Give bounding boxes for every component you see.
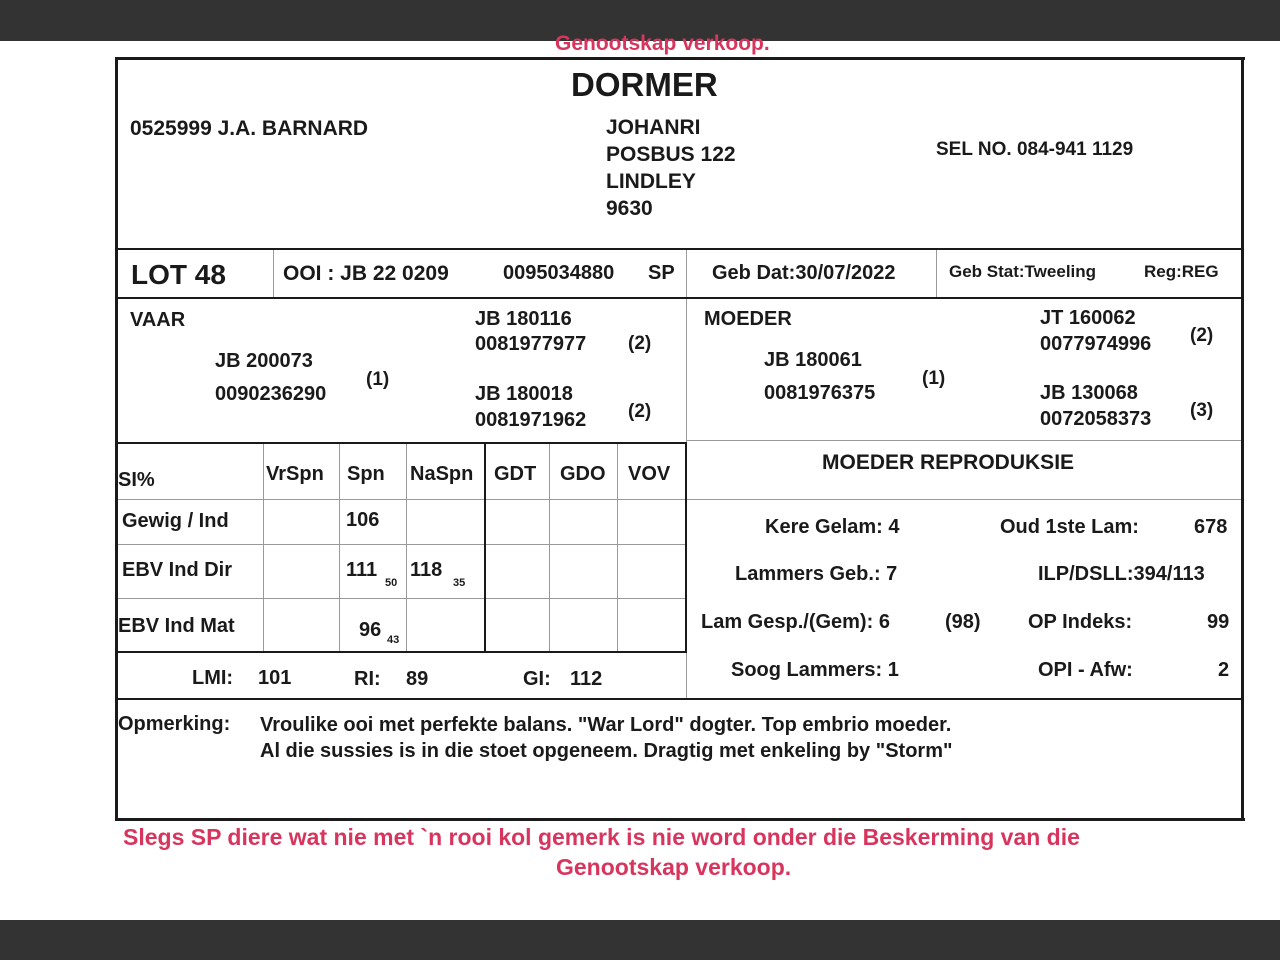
perf-header-si: SI% — [118, 469, 155, 491]
dam-sire-number: 0077974996 — [1040, 333, 1152, 355]
ewe-number: 0095034880 — [503, 262, 615, 284]
repro-lambs-born: Lammers Geb.: 7 — [735, 563, 898, 585]
frame-top-line — [115, 57, 1245, 60]
perf-ebv-dir-spn: 111 — [346, 559, 378, 581]
perf-row-label-ebv-mat: EBV Ind Mat — [118, 615, 235, 637]
lot-divider-2 — [686, 250, 687, 297]
perf-col-line-1 — [263, 444, 264, 651]
remarks-line-1: Vroulike ooi met perfekte balans. "War Lord" dogter. Top embrio moeder. — [260, 714, 952, 736]
repro-ilp-dsll: ILP/DSLL:394/113 — [1038, 563, 1205, 585]
repro-opi-label: OPI - Afw: — [1038, 659, 1133, 681]
dam-id: JB 180061 — [764, 349, 862, 371]
perf-col-line-5 — [549, 444, 550, 651]
remarks-line-2: Al die sussies is in die stoet opgeneem. Dragtig met enkeling by "Storm" — [260, 740, 953, 762]
perf-header-line — [118, 499, 687, 500]
indices-bottom-line — [118, 698, 1241, 700]
lot-divider-1 — [273, 250, 274, 297]
perf-ebv-dir-naspn: 118 — [410, 559, 443, 581]
perf-ebv-mat-spn: 96 — [359, 619, 382, 641]
ri-value: 89 — [406, 668, 429, 690]
perf-table-bottom — [118, 651, 687, 653]
sire-dam-number: 0081971962 — [475, 409, 587, 431]
footer-line-1: Slegs SP diere wat nie met `n rooi kol gemerk is nie word onder die Beskerming van die — [123, 824, 1080, 850]
perf-ebv-mat-spn-sub: 43 — [387, 634, 400, 646]
dam-dam-id: JB 130068 — [1040, 382, 1138, 404]
repro-op-index-label: OP Indeks: — [1028, 611, 1133, 633]
frame-bottom-line — [115, 818, 1245, 821]
dam-generation: (1) — [922, 368, 946, 389]
lot-divider-3 — [936, 250, 937, 297]
dam-dam-number: 0072058373 — [1040, 408, 1152, 430]
birth-date: Geb Dat:30/07/2022 — [712, 262, 896, 284]
perf-col-line-2 — [339, 444, 340, 651]
perf-col-line-6 — [617, 444, 618, 651]
repro-age-first-lamb-label: Oud 1ste Lam: — [1000, 516, 1139, 538]
perf-row-label-gewig: Gewig / Ind — [122, 510, 229, 532]
repro-title-line — [687, 499, 1241, 500]
dam-dam-generation: (3) — [1190, 400, 1214, 421]
perf-ebv-dir-naspn-sub: 35 — [453, 577, 466, 589]
lot-row-bottom-line — [118, 297, 1241, 299]
repro-opi-value: 2 — [1218, 659, 1230, 681]
sire-sire-number: 0081977977 — [475, 333, 587, 355]
perf-table-top — [118, 442, 687, 444]
perf-row-line-2 — [118, 598, 687, 599]
perf-gewig-spn: 106 — [346, 509, 380, 531]
address-line-4: 9630 — [606, 197, 653, 220]
address-line-1: JOHANRI — [606, 116, 701, 139]
perf-header-gdo: GDO — [560, 463, 606, 485]
sire-dam-generation: (2) — [628, 401, 652, 422]
frame-right-line — [1241, 57, 1244, 821]
address-line-2: POSBUS 122 — [606, 143, 736, 166]
lot-row-top-line — [118, 248, 1241, 250]
ewe-id: OOI : JB 22 0209 — [283, 262, 449, 285]
sire-dam-id: JB 180018 — [475, 383, 573, 405]
phone-number: SEL NO. 084-941 1129 — [936, 139, 1134, 160]
perf-header-spn: Spn — [347, 463, 385, 485]
perf-header-vov: VOV — [628, 463, 671, 485]
top-clipped-footer-text: Genootskap verkoop. — [555, 32, 770, 55]
lmi-label: LMI: — [192, 667, 234, 689]
perf-header-naspn: NaSpn — [410, 463, 474, 485]
footer-line-2: Genootskap verkoop. — [556, 854, 792, 880]
perf-ebv-dir-spn-sub: 50 — [385, 577, 398, 589]
registration: Reg:REG — [1144, 262, 1219, 281]
dam-sire-generation: (2) — [1190, 325, 1214, 346]
perf-right-edge — [685, 444, 687, 653]
perf-row-label-ebv-dir: EBV Ind Dir — [122, 559, 233, 581]
sire-sire-generation: (2) — [628, 333, 652, 354]
sire-sire-id: JB 180116 — [475, 308, 572, 330]
perf-col-line-4 — [484, 444, 486, 651]
repro-top-line — [687, 440, 1241, 441]
repro-age-first-lamb-value: 678 — [1194, 516, 1228, 538]
perf-row-line-1 — [118, 544, 687, 545]
ri-label: RI: — [354, 668, 381, 690]
dam-number: 0081976375 — [764, 382, 876, 404]
address-line-3: LINDLEY — [606, 170, 696, 193]
sire-id: JB 200073 — [215, 350, 313, 372]
lmi-value: 101 — [258, 667, 292, 689]
gi-label: GI: — [523, 668, 551, 690]
dam-label: MOEDER — [704, 308, 792, 330]
perf-col-line-3 — [406, 444, 407, 651]
gi-value: 112 — [570, 668, 603, 690]
perf-header-vrspn: VrSpn — [266, 463, 324, 485]
repro-lambs-weaned: Lam Gesp./(Gem): 6 — [701, 611, 890, 633]
remarks-label: Opmerking: — [118, 713, 231, 735]
lot-number: LOT 48 — [131, 259, 226, 290]
repro-weaned-average: (98) — [945, 611, 981, 633]
repro-title: MOEDER REPRODUKSIE — [822, 451, 1075, 474]
repro-times-lambed: Kere Gelam: 4 — [765, 516, 900, 538]
breed-title: DORMER — [571, 66, 718, 103]
dam-sire-id: JT 160062 — [1040, 307, 1136, 329]
sire-generation: (1) — [366, 369, 390, 390]
birth-status: Geb Stat:Tweeling — [949, 262, 1097, 281]
repro-op-index-value: 99 — [1207, 611, 1230, 633]
bottom-dark-bar — [0, 920, 1280, 960]
ewe-status: SP — [648, 262, 675, 284]
sire-label: VAAR — [130, 309, 186, 331]
perf-header-gdt: GDT — [494, 463, 537, 485]
frame-left-line — [115, 57, 118, 821]
breeder-name: 0525999 J.A. BARNARD — [130, 117, 369, 140]
repro-lambs-suckled: Soog Lammers: 1 — [731, 659, 899, 681]
sire-number: 0090236290 — [215, 383, 327, 405]
